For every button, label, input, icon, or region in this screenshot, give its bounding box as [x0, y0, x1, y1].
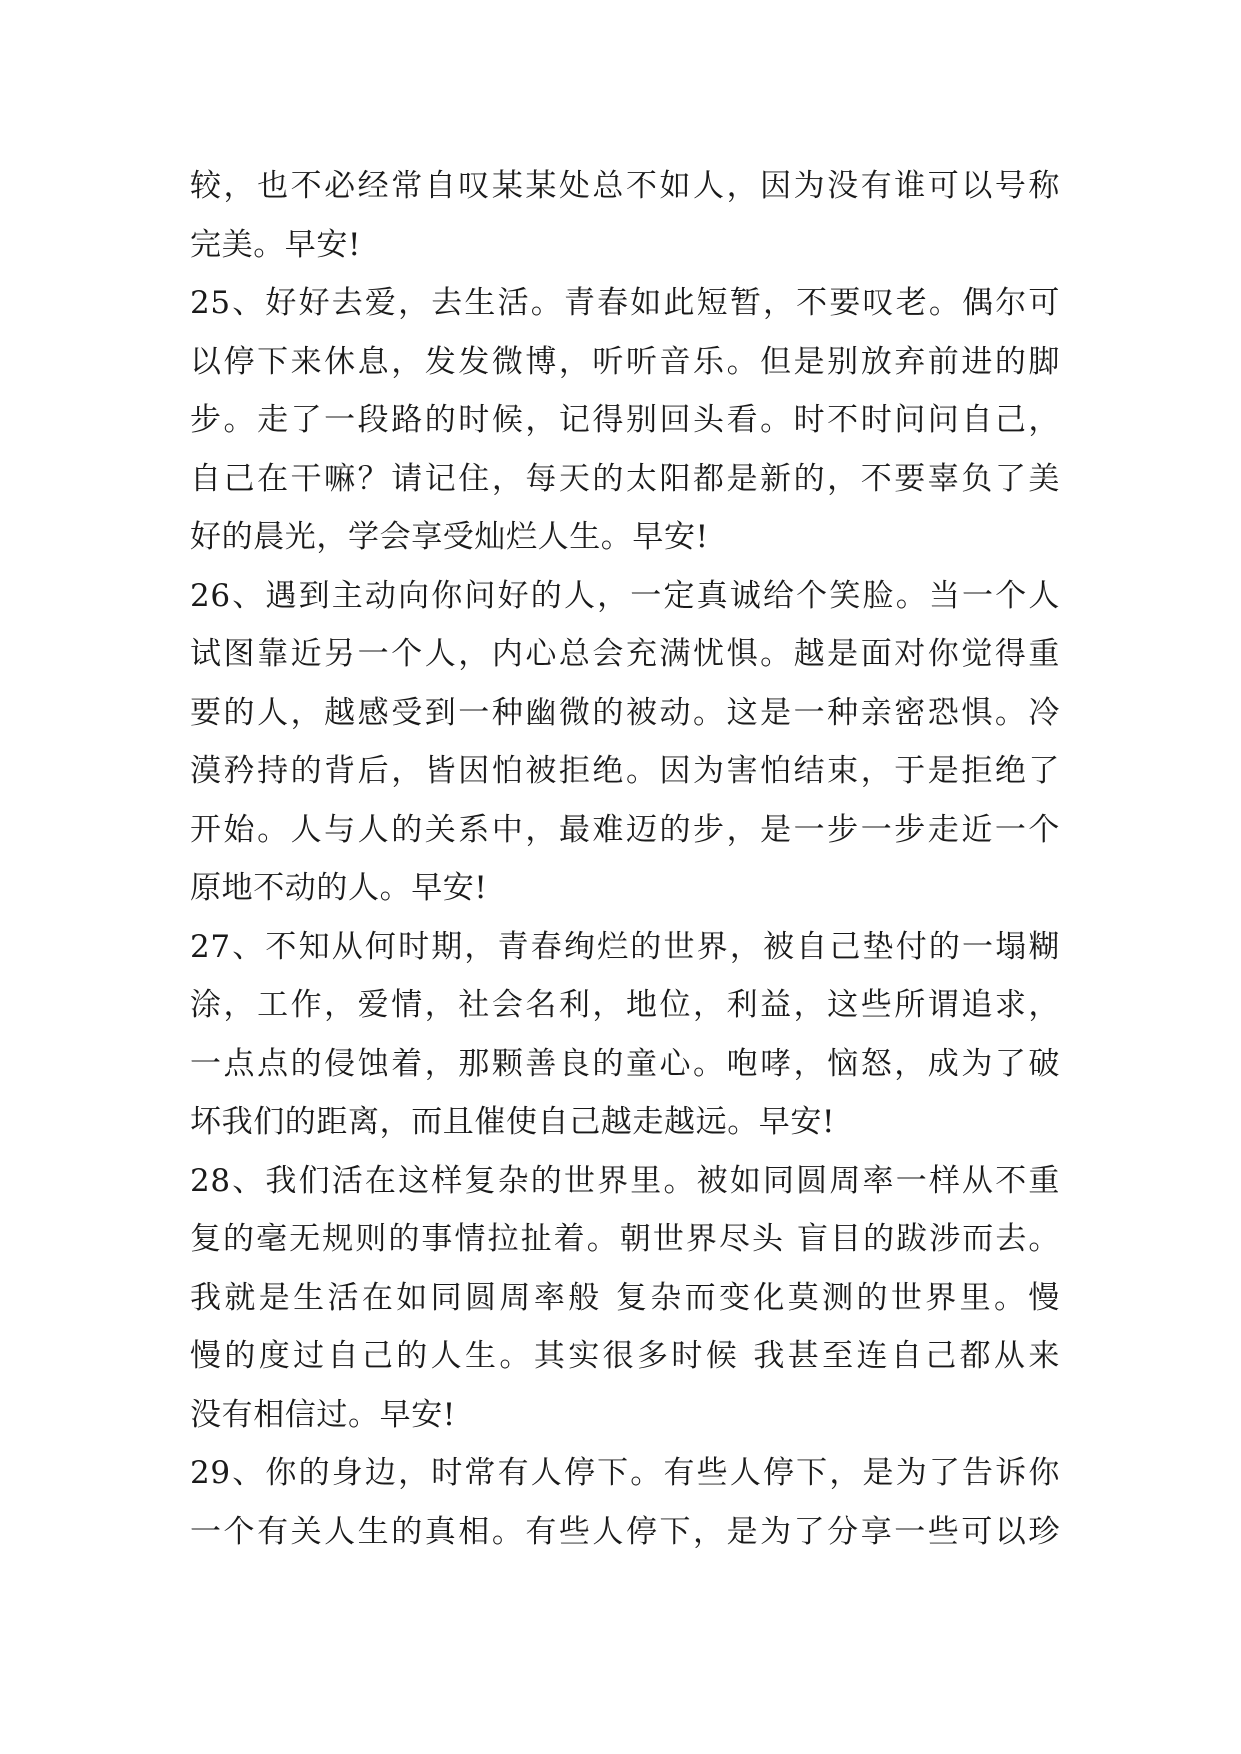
text-line: 原地不动的人。早安!: [190, 870, 488, 906]
text-line: 一点点的侵蚀着，那颗善良的童心。咆哮，恼怒，成为了破: [190, 1045, 1060, 1082]
text-line: 要的人，越感受到一种幽微的被动。这是一种亲密恐惧。冷: [190, 694, 1060, 731]
text-line: 慢的度过自己的人生。其实很多时候 我甚至连自己都从来: [190, 1338, 1060, 1374]
text-line: 29、你的身边，时常有人停下。有些人停下，是为了告诉你: [190, 1455, 1060, 1491]
text-line: 我就是生活在如同圆周率般 复杂而变化莫测的世界里。慢: [190, 1279, 1060, 1316]
text-line: 复的毫无规则的事情拉扯着。朝世界尽头 盲目的跋涉而去。: [190, 1221, 1060, 1257]
body-text: [190, 157, 1060, 1561]
text-line: 坏我们的距离，而且催使自己越走越远。早安!: [190, 1104, 836, 1140]
text-line: 漠矜持的背后，皆因怕被拒绝。因为害怕结束，于是拒绝了: [190, 753, 1060, 789]
text-line: 自己在干嘛？请记住，每天的太阳都是新的，不要辜负了美: [190, 460, 1060, 497]
text-line: 没有相信过。早安!: [190, 1396, 456, 1433]
text-line: 28、我们活在这样复杂的世界里。被如同圆周率一样从不重: [190, 1162, 1060, 1199]
text-line: 较，也不必经常自叹某某处总不如人，因为没有谁可以号称: [190, 168, 1060, 204]
text-line: 试图靠近另一个人，内心总会充满忧惧。越是面对你觉得重: [190, 636, 1060, 672]
text-line: 26、遇到主动向你问好的人，一定真诚给个笑脸。当一个人: [190, 577, 1060, 614]
text-line: 27、不知从何时期，青春绚烂的世界，被自己垫付的一塌糊: [190, 928, 1060, 965]
text-line: 25、好好去爱，去生活。青春如此短暂，不要叹老。偶尔可: [190, 285, 1060, 321]
text-line: 涂，工作，爱情，社会名利，地位，利益，这些所谓追求，: [190, 987, 1060, 1023]
text-line: 一个有关人生的真相。有些人停下，是为了分享一些可以珍: [190, 1513, 1060, 1550]
text-line: 开始。人与人的关系中，最难迈的步，是一步一步走近一个: [190, 811, 1060, 848]
text-line: 以停下来休息，发发微博，听听音乐。但是别放弃前进的脚: [190, 343, 1060, 380]
text-line: 完美。早安!: [190, 226, 362, 263]
text-line: 步。走了一段路的时候，记得别回头看。时不时问问自己，: [190, 402, 1060, 438]
text-line: 好的晨光，学会享受灿烂人生。早安!: [190, 519, 709, 555]
